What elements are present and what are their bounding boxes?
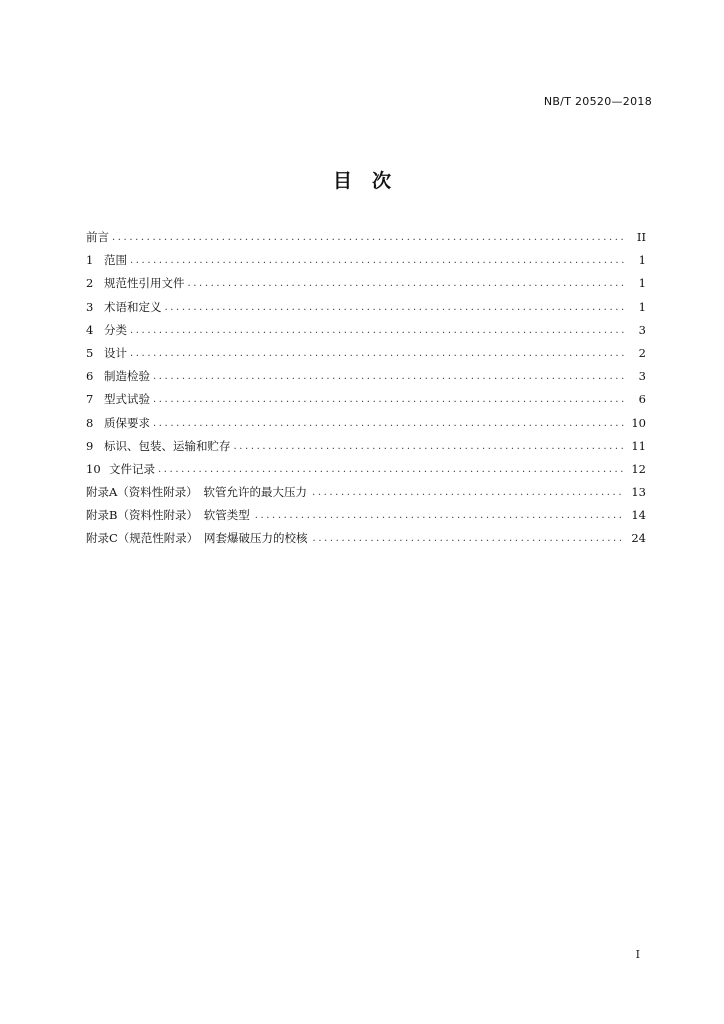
toc-entry-terms-definitions[interactable] xyxy=(86,296,646,319)
toc-entry-label: 规范性引用文件 xyxy=(104,276,185,291)
toc-entry-page: II xyxy=(636,230,646,244)
toc-entry-page: 1 xyxy=(638,276,646,291)
toc-entry-number: 8 xyxy=(86,415,94,430)
toc-entry-number: 10 xyxy=(86,461,101,476)
toc-entry-label: 设计 xyxy=(104,345,127,360)
toc-entry-page: 6 xyxy=(638,392,646,407)
toc-leader-dots xyxy=(312,481,625,504)
toc-entry-page: 1 xyxy=(638,253,646,268)
toc-entry-label: 制造检验 xyxy=(104,369,150,384)
toc-leader-dots xyxy=(112,226,626,249)
toc-leader-dots xyxy=(153,388,626,411)
toc-leader-dots xyxy=(153,365,626,388)
toc-leader-dots xyxy=(130,319,626,342)
toc-entry-annex-c[interactable] xyxy=(86,527,646,550)
toc-list xyxy=(86,226,646,551)
toc-leader-dots xyxy=(255,504,626,527)
toc-leader-dots xyxy=(130,342,626,365)
toc-entry-page: 13 xyxy=(631,485,646,500)
toc-entry-number: 6 xyxy=(86,369,94,384)
toc-entry-page: 24 xyxy=(631,531,646,546)
toc-leader-dots xyxy=(188,272,627,295)
toc-entry-manufacturing-inspection[interactable] xyxy=(86,365,646,388)
toc-entry-number: 7 xyxy=(86,392,94,407)
standard-code: NB/T 20520—2018 xyxy=(543,95,652,108)
toc-leader-dots xyxy=(130,249,626,272)
toc-entry-quality-assurance[interactable] xyxy=(86,412,646,435)
toc-entry-classification[interactable] xyxy=(86,319,646,342)
toc-entry-page: 12 xyxy=(631,461,646,476)
toc-entry-number: 9 xyxy=(86,438,94,453)
toc-entry-label: 质保要求 xyxy=(104,415,150,430)
toc-entry-number: 3 xyxy=(86,299,94,314)
toc-entry-scope[interactable] xyxy=(86,249,646,272)
toc-leader-dots xyxy=(313,527,626,550)
toc-entry-label: 术语和定义 xyxy=(104,299,162,314)
toc-entry-label: 范围 xyxy=(104,253,127,268)
toc-entry-label: 标识、包装、运输和贮存 xyxy=(104,438,231,453)
toc-entry-annex-b[interactable] xyxy=(86,504,646,527)
toc-entry-page: 3 xyxy=(638,322,646,337)
toc-entry-design[interactable] xyxy=(86,342,646,365)
toc-entry-number: 1 xyxy=(86,253,94,268)
toc-entry-type-test[interactable] xyxy=(86,388,646,411)
toc-entry-annex-a[interactable] xyxy=(86,481,646,504)
toc-entry-document-records[interactable] xyxy=(86,458,646,481)
toc-entry-page: 2 xyxy=(638,345,646,360)
toc-title xyxy=(0,166,724,193)
toc-entry-label: 分类 xyxy=(104,322,127,337)
toc-entry-foreword[interactable] xyxy=(86,226,646,249)
toc-leader-dots xyxy=(158,458,625,481)
toc-entry-page: 3 xyxy=(638,369,646,384)
toc-entry-number: 2 xyxy=(86,276,94,291)
page-number: I xyxy=(635,948,640,961)
toc-entry-normative-references[interactable] xyxy=(86,272,646,295)
toc-entry-label: 附录A（资料性附录） 软管允许的最大压力 xyxy=(86,485,308,500)
toc-leader-dots xyxy=(153,412,625,435)
toc-entry-marking-packaging[interactable] xyxy=(86,435,646,458)
toc-entry-label: 型式试验 xyxy=(104,392,150,407)
toc-entry-number: 5 xyxy=(86,345,94,360)
toc-leader-dots xyxy=(165,296,627,319)
toc-entry-label: 前言 xyxy=(86,230,109,244)
toc-leader-dots xyxy=(234,435,626,458)
toc-entry-page: 1 xyxy=(638,299,646,314)
toc-entry-page: 14 xyxy=(631,508,646,523)
toc-entry-label: 附录B（资料性附录） 软管类型 xyxy=(86,508,250,523)
toc-entry-page: 11 xyxy=(631,438,646,453)
toc-entry-page: 10 xyxy=(631,415,646,430)
toc-title-char-2: 次 xyxy=(372,170,392,192)
toc-entry-number: 4 xyxy=(86,322,94,337)
toc-entry-label: 附录C（规范性附录） 网套爆破压力的校核 xyxy=(86,531,308,546)
toc-entry-label: 文件记录 xyxy=(109,461,155,476)
toc-title-char-1: 目 xyxy=(332,170,352,192)
